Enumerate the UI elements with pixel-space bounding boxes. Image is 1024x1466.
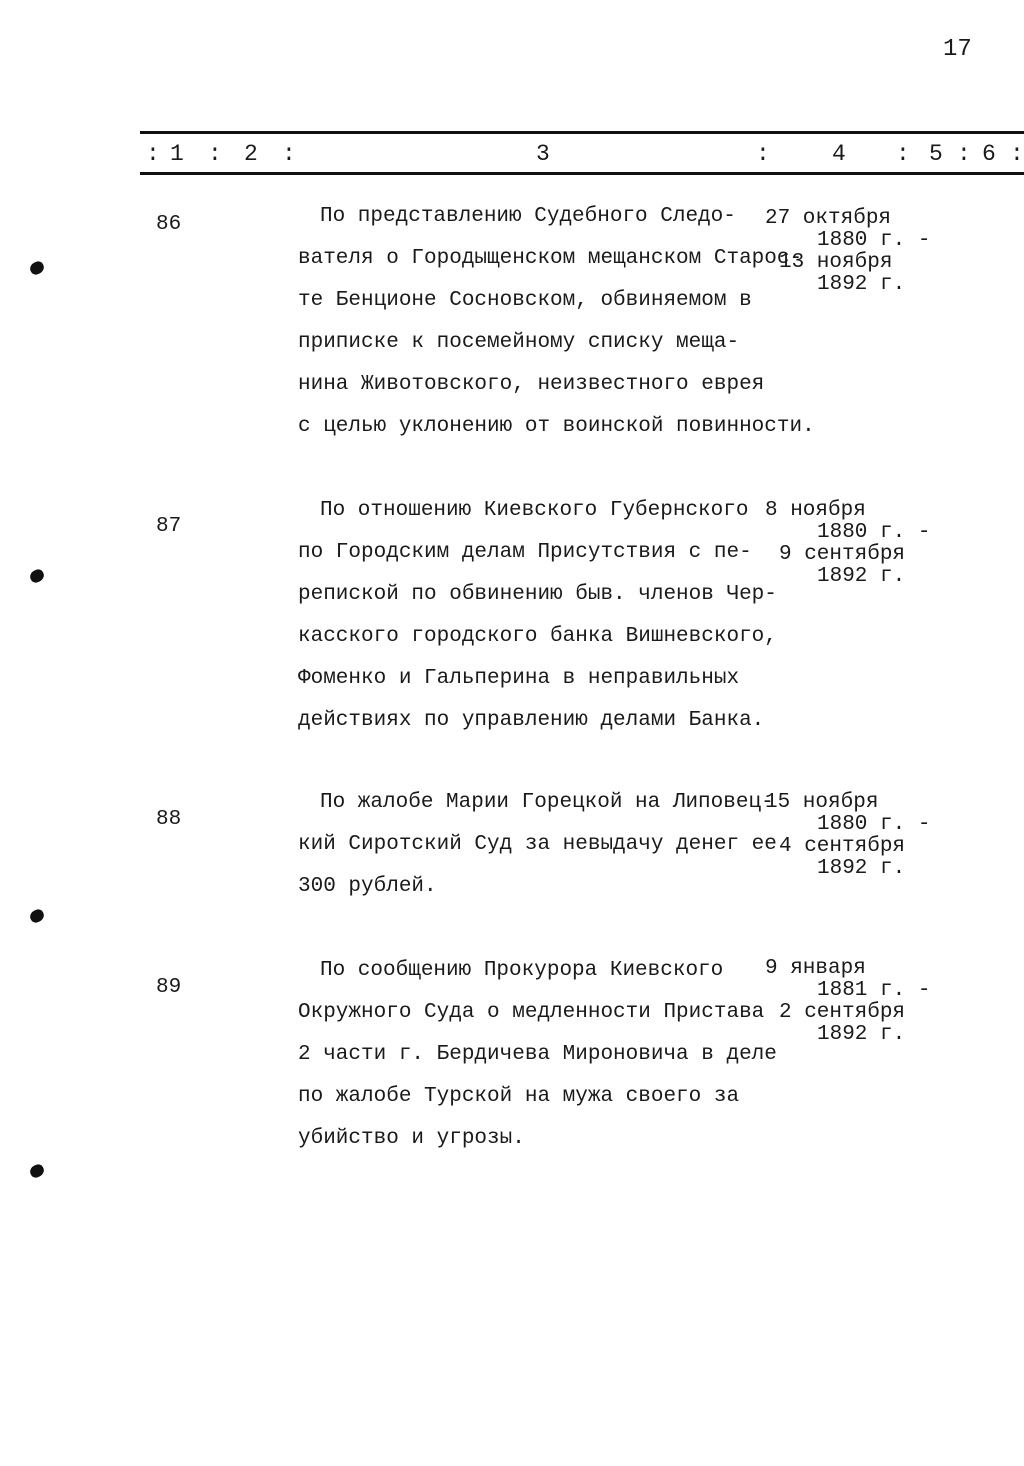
- case-dates: [765, 792, 930, 880]
- description-line: По отношению Киевского Губернского: [320, 499, 749, 522]
- column-separator: :: [957, 141, 971, 167]
- date-line: 1892 г.: [817, 273, 906, 296]
- description-line: вателя о Городыщенском мещанском Старос-: [298, 247, 803, 270]
- description-line: По жалобе Марии Горецкой на Липовец-: [320, 791, 774, 814]
- description-line: приписке к посемейному списку меща-: [298, 331, 740, 354]
- date-line: 27 октября: [765, 207, 892, 230]
- date-line: 15 ноября: [765, 791, 879, 814]
- case-dates: [765, 208, 930, 296]
- date-line: 1880 г. -: [817, 229, 931, 252]
- date-line: 1892 г.: [817, 857, 906, 880]
- column-separator: :: [208, 141, 222, 167]
- description-line: убийство и угрозы.: [298, 1127, 525, 1150]
- column-header-1: 1: [170, 141, 184, 167]
- column-separator: :: [282, 141, 296, 167]
- date-line: 2 сентября: [779, 1001, 906, 1024]
- description-line: по жалобе Турской на мужа своего за: [298, 1085, 740, 1108]
- description-line: репиской по обвинению быв. членов Чер-: [298, 583, 777, 606]
- case-description: [298, 196, 815, 448]
- binder-hole-mark: [28, 568, 46, 585]
- binder-hole-mark: [28, 260, 46, 277]
- column-separator: :: [756, 141, 770, 167]
- description-line: по Городским делам Присутствия с пе-: [298, 541, 752, 564]
- date-line: 4 сентября: [779, 835, 906, 858]
- header-rule-bottom: [140, 172, 1024, 175]
- case-dates: [765, 958, 930, 1046]
- description-line: Окружного Суда о медленности Пристава: [298, 1001, 765, 1024]
- column-header-2: 2: [244, 141, 258, 167]
- binder-hole-mark: [28, 1163, 46, 1180]
- description-line: с целью уклонению от воинской повинности.: [298, 415, 815, 438]
- date-line: 1881 г. -: [817, 979, 931, 1002]
- column-header-3: 3: [536, 141, 550, 167]
- date-line: 1880 г. -: [817, 521, 931, 544]
- description-line: те Бенционе Сосновском, обвиняемом в: [298, 289, 752, 312]
- column-header-4: 4: [832, 141, 846, 167]
- binder-hole-mark: [28, 908, 46, 925]
- description-line: нина Животовского, неизвестного еврея: [298, 373, 765, 396]
- date-line: 1892 г.: [817, 1023, 906, 1046]
- column-separator: :: [1010, 141, 1024, 167]
- description-line: 2 части г. Бердичева Мироновича в деле: [298, 1043, 777, 1066]
- case-description: [298, 490, 777, 742]
- description-line: По представлению Судебного Следо-: [320, 205, 736, 228]
- page-number: 17: [943, 36, 972, 63]
- case-description: [298, 782, 777, 908]
- case-number: 89: [156, 976, 182, 999]
- description-line: касского городского банка Вишневского,: [298, 625, 777, 648]
- case-number: 88: [156, 808, 182, 831]
- description-line: Фоменко и Гальперина в неправильных: [298, 667, 740, 690]
- date-line: 8 ноября: [765, 499, 866, 522]
- header-rule-top: [140, 131, 1024, 134]
- date-line: 1880 г. -: [817, 813, 931, 836]
- case-number: 87: [156, 515, 182, 538]
- column-header-5: 5: [929, 141, 943, 167]
- description-line: По сообщению Прокурора Киевского: [320, 959, 724, 982]
- date-line: 9 января: [765, 957, 866, 980]
- column-separator: :: [146, 141, 160, 167]
- column-separator: :: [896, 141, 910, 167]
- date-line: 9 сентября: [779, 543, 906, 566]
- case-dates: [765, 500, 930, 588]
- date-line: 1892 г.: [817, 565, 906, 588]
- description-line: 300 рублей.: [298, 875, 437, 898]
- column-header-6: 6: [982, 141, 996, 167]
- case-description: [298, 950, 777, 1160]
- description-line: кий Сиротский Суд за невыдачу денег ее: [298, 833, 777, 856]
- case-number: 86: [156, 213, 182, 236]
- description-line: действиях по управлению делами Банка.: [298, 709, 765, 732]
- date-line: 13 ноября: [779, 251, 893, 274]
